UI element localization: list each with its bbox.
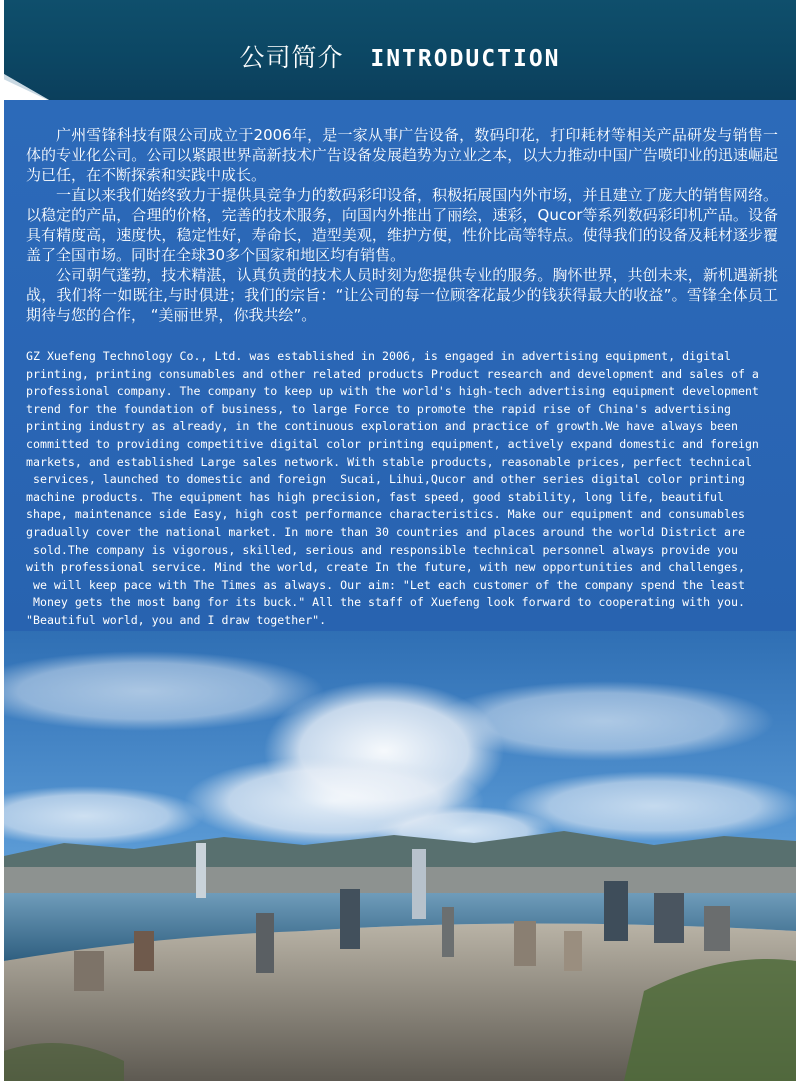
skyline-illustration (4, 631, 796, 1081)
intro-en-text: GZ Xuefeng Technology Co., Ltd. was established in 2006, is engaged in advertising equipment, digital printing, printing consumables and other related products Product research and development and sales of a professional company. The company to keep up with the world's high-tech advertising equipment development trend for the foundation of business, to large Force to promote the rapid rise of China's advertising printing industry as already, in the continuous exploration and practice of growth.We have always been committed to providing competitive digital color printing equipment, actively expand domestic and foreign markets, and established Large sales network. With stable products, reasonable prices, perfect technical services, launched to domestic and foreign Sucai, Lihui,Qucor and other series digital color printing machine products. The equipment has high precision, fast speed, good stability, long life, beautiful shape, maintenance side Easy, high cost performance characteristics. Make our equipment and consumables gradually cover the national market. In more than 30 countries and places around the world District are sold.The company is vigorous, skilled, serious and responsible technical personnel always provide you with professional service. Mind the world, create In the future, with new opportunities and challenges, we will keep pace with The Times as always. Our aim: "Let each customer of the company spend the least Money gets the most bang for its buck." All the staff of Xuefeng look forward to cooperating with you. "Beautiful world, you and I draw together". (26, 349, 759, 627)
intro-cn-paragraph: 公司朝气蓬勃，技术精湛，认真负责的技术人员时刻为您提供专业的服务。胸怀世界，共创未来，新机遇新挑战，我们将一如既往,与时俱进；我们的宗旨：“让公司的每一位顾客花最少的钱获得最大的收益”。雪锋全体员工期待与您的合作， “美丽世界，你我共绘”。 (26, 266, 778, 324)
intro-cn-text (26, 125, 778, 325)
page-title (0, 38, 800, 74)
page-title-en: INTRODUCTION (370, 46, 561, 72)
page-title-cn: 公司简介 (239, 43, 344, 72)
intro-cn-paragraph: 广州雪锋科技有限公司成立于2006年，是一家从事广告设备，数码印花，打印耗材等相关产品研发与销售一体的专业化公司。公司以紧跟世界高新技术广告设备发展趋势为立业之本，以大力推动中国广告喷印业的迅速崛起为已任，在不断探索和实践中成长。 (26, 126, 778, 184)
city-skyline-photo (4, 631, 796, 1081)
intro-cn-paragraph: 一直以来我们始终致力于提供具竞争力的数码彩印设备，积极拓展国内外市场，并且建立了庞大的销售网络。以稳定的产品，合理的价格，完善的技术服务，向国内外推出了丽绘，速彩，Qucor等系列数码彩印机产品。设备具有精度高，速度快，稳定性好，寿命长，造型美观，维护方便，性价比高等特点。使得我们的设备及耗材逐步覆盖了全国市场。同时在全球30多个国家和地区均有销售。 (26, 186, 778, 264)
